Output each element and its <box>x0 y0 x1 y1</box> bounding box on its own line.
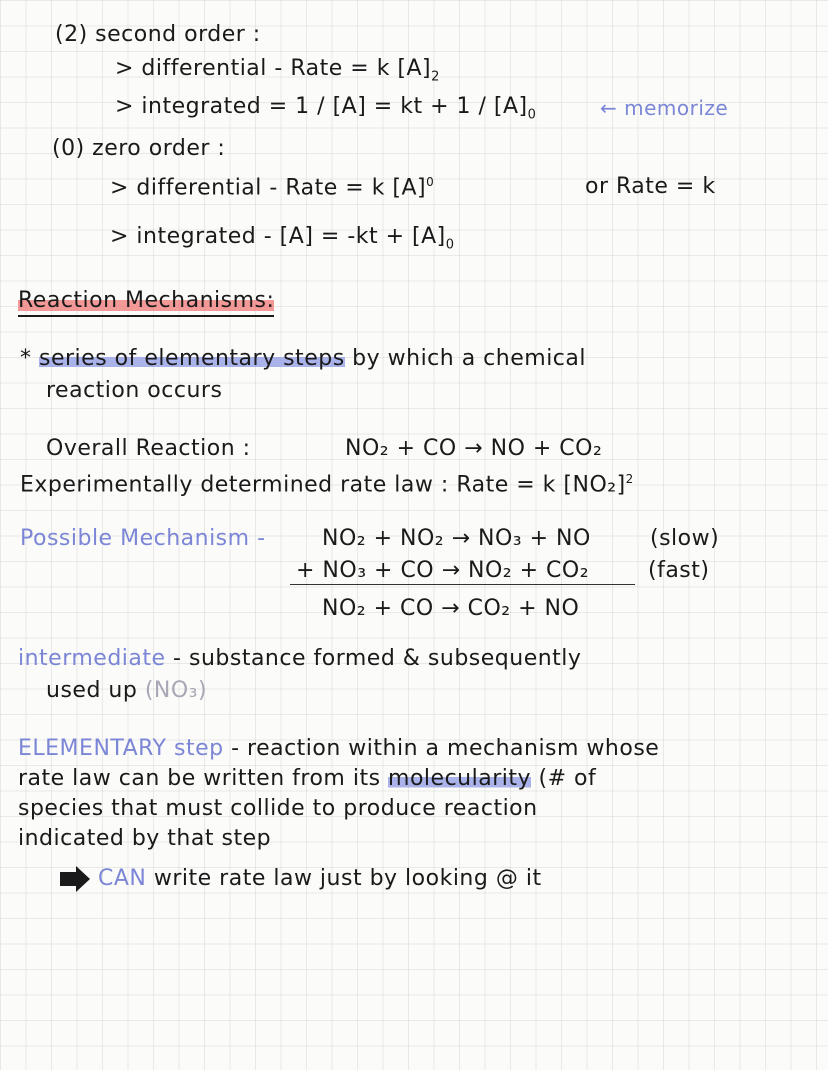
second-order-heading: (2) second order : <box>55 22 261 47</box>
bullet-asterisk: * <box>20 346 32 371</box>
elementary-line2-a: rate law can be written from its <box>18 766 389 791</box>
rate-law-power: 2 <box>625 472 634 486</box>
elementary-term: ELEMENTARY step <box>18 736 224 761</box>
mechanisms-definition <box>20 348 586 370</box>
conclusion-line <box>98 868 542 890</box>
intermediate-example: (NO₃) <box>144 678 208 703</box>
overall-reaction-label: Overall Reaction : <box>46 436 251 461</box>
definition-highlight: series of elementary steps <box>39 346 345 371</box>
mechanisms-heading-text: Reaction Mechanisms: <box>18 288 274 317</box>
elementary-line2 <box>18 768 596 790</box>
mechanism-net-equation: NO₂ + CO → CO₂ + NO <box>322 596 580 621</box>
overall-reaction-equation: NO₂ + CO → NO + CO₂ <box>345 436 603 461</box>
elementary-line2-b: (# of <box>531 766 597 791</box>
elementary-line1-rest: - reaction within a mechanism whose <box>223 736 660 761</box>
second-order-integrated-sub: 0 <box>527 107 537 123</box>
sum-divider-line <box>290 584 635 585</box>
second-order-differential-power: 2 <box>431 69 440 85</box>
molecularity-highlight: molecularity <box>388 766 532 791</box>
mechanism-step-2: + NO₃ + CO → NO₂ + CO₂ <box>296 558 590 583</box>
mechanism-step-1-note: (slow) <box>650 526 720 551</box>
intermediate-line <box>18 648 581 670</box>
second-order-differential-text: > differential - Rate = k [A] <box>115 56 432 81</box>
can-emphasis: CAN <box>98 866 147 891</box>
bold-arrow-icon <box>58 864 92 894</box>
intermediate-used-up: used up <box>46 678 138 703</box>
mechanisms-heading <box>18 290 274 312</box>
possible-mechanism-label: Possible Mechanism - <box>20 526 266 551</box>
intermediate-term: intermediate <box>18 646 166 671</box>
zero-order-differential <box>110 176 434 199</box>
zero-order-integrated-text: > integrated - [A] = -kt + [A] <box>110 224 446 249</box>
rate-law-line <box>20 473 634 496</box>
second-order-differential <box>115 58 440 83</box>
memorize-note: ← memorize <box>600 96 729 120</box>
zero-order-differential-text: > differential - Rate = k [A] <box>110 175 427 201</box>
elementary-line4: indicated by that step <box>18 826 272 851</box>
zero-order-integrated <box>110 226 455 251</box>
intermediate-line2 <box>46 680 207 702</box>
conclusion-text: write rate law just by looking @ it <box>146 866 542 891</box>
elementary-line3: species that must collide to produce reaction <box>18 796 538 821</box>
rate-law-expression: Rate = k [NO₂] <box>456 472 626 498</box>
mechanism-step-1: NO₂ + NO₂ → NO₃ + NO <box>322 526 591 551</box>
second-order-integrated <box>115 96 536 121</box>
second-order-integrated-text: > integrated = 1 / [A] = kt + 1 / [A] <box>115 94 528 119</box>
zero-order-heading: (0) zero order : <box>52 136 226 161</box>
elementary-line1 <box>18 738 659 760</box>
zero-order-differential-power: 0 <box>426 175 435 189</box>
rate-law-label: Experimentally determined rate law : <box>20 472 449 498</box>
zero-order-integrated-sub: 0 <box>445 237 455 253</box>
mechanisms-definition-line2: reaction occurs <box>46 378 223 403</box>
zero-order-differential-alt: or Rate = k <box>585 174 716 199</box>
mechanism-step-2-note: (fast) <box>648 558 710 583</box>
definition-rest: by which a chemical <box>344 346 586 371</box>
intermediate-definition: - substance formed & subsequently <box>165 646 582 671</box>
